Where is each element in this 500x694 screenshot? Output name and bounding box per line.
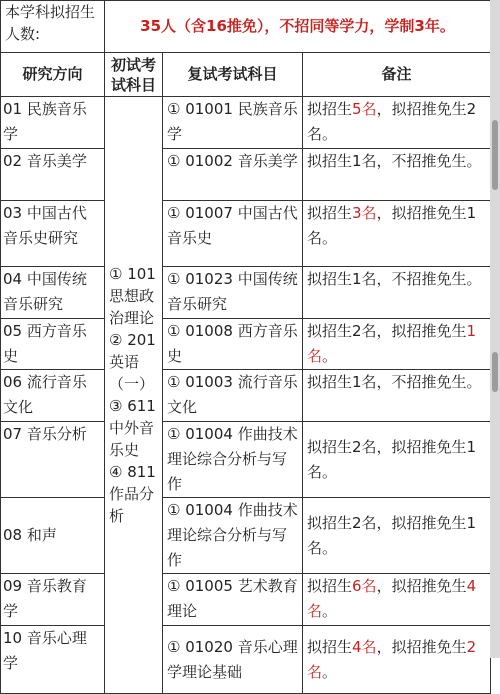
enrollment-value: 35人（含16推免），不招同等学力，学制3年。: [105, 1, 491, 53]
table-row: [1, 626, 491, 694]
note-cell: 拟招生2名，拟招推免生1名。: [303, 422, 491, 498]
table-row: [1, 267, 491, 319]
direction-cell: 08 和声: [1, 498, 105, 574]
retest-cell: ① 01007 中国古代音乐史: [163, 201, 303, 267]
direction-cell: 04 中国传统音乐研究: [1, 267, 105, 319]
scrollbar-thumb[interactable]: [492, 352, 498, 392]
col-retest: 复试考试科目: [163, 53, 303, 97]
retest-cell: ① 01004 作曲技术理论综合分析与写作: [163, 498, 303, 574]
note-cell: 拟招生2名，拟招推免生1名。: [303, 498, 491, 574]
note-cell: 拟招生4名，拟招推免生2名。: [303, 626, 491, 694]
direction-cell: 03 中国古代音乐史研究: [1, 201, 105, 267]
scrollbar-thumb[interactable]: [492, 120, 498, 190]
note-cell: 拟招生1名，不招推免生。: [303, 370, 491, 422]
col-direction: 研究方向: [1, 53, 105, 97]
exam-line: ① 101: [109, 265, 156, 283]
direction-cell: 02 音乐美学: [1, 149, 105, 201]
note-cell: 拟招生5名，拟招推免生2名。: [303, 97, 491, 149]
exam-line: 作品分析: [109, 485, 155, 525]
direction-cell: 10 音乐心理学: [1, 626, 105, 694]
col-initial-exam: 初试考试科目: [105, 53, 163, 97]
enrollment-label: 本学科拟招生人数:: [1, 1, 105, 53]
table-row: [1, 149, 491, 201]
exam-line: ③ 611: [109, 397, 156, 415]
exam-line: ② 201: [109, 331, 156, 349]
exam-line: 英语（一）: [109, 353, 155, 393]
retest-cell: ① 01008 西方音乐史: [163, 319, 303, 370]
table-row: [1, 422, 491, 498]
direction-cell: 09 音乐教育学: [1, 574, 105, 626]
col-note: 备注: [303, 53, 491, 97]
table-row: [1, 498, 491, 574]
retest-cell: ① 01023 中国传统音乐研究: [163, 267, 303, 319]
direction-cell: 01 民族音乐学: [1, 97, 105, 149]
direction-cell: 07 音乐分析: [1, 422, 105, 498]
initial-exam-cell: [105, 97, 163, 694]
table-row: [1, 97, 491, 149]
column-header-row: [1, 53, 491, 97]
retest-cell: ① 01004 作曲技术理论综合分析与写作: [163, 422, 303, 498]
note-cell: 拟招生1名，不招推免生。: [303, 267, 491, 319]
retest-cell: ① 01005 艺术教育理论: [163, 574, 303, 626]
table-row: [1, 201, 491, 267]
retest-cell: ① 01003 流行音乐文化: [163, 370, 303, 422]
retest-cell: ① 01002 音乐美学: [163, 149, 303, 201]
exam-line: 思想政治理论: [109, 287, 155, 327]
note-cell: 拟招生2名，拟招推免生1名。: [303, 319, 491, 370]
retest-cell: ① 01020 音乐心理学理论基础: [163, 626, 303, 694]
exam-line: ④ 811: [109, 463, 156, 481]
table-row: [1, 370, 491, 422]
direction-cell: 05 西方音乐史: [1, 319, 105, 370]
table-row: [1, 319, 491, 370]
note-cell: 拟招生6名，拟招推免生4名。: [303, 574, 491, 626]
page-scrollbar[interactable]: [490, 0, 500, 658]
exam-line: 中外音乐史: [109, 419, 155, 459]
note-cell: 拟招生3名，拟招推免生1名。: [303, 201, 491, 267]
table-row: [1, 574, 491, 626]
note-cell: 拟招生1名，不招推免生。: [303, 149, 491, 201]
direction-cell: 06 流行音乐文化: [1, 370, 105, 422]
retest-cell: ① 01001 民族音乐学: [163, 97, 303, 149]
header-row: [1, 1, 491, 53]
